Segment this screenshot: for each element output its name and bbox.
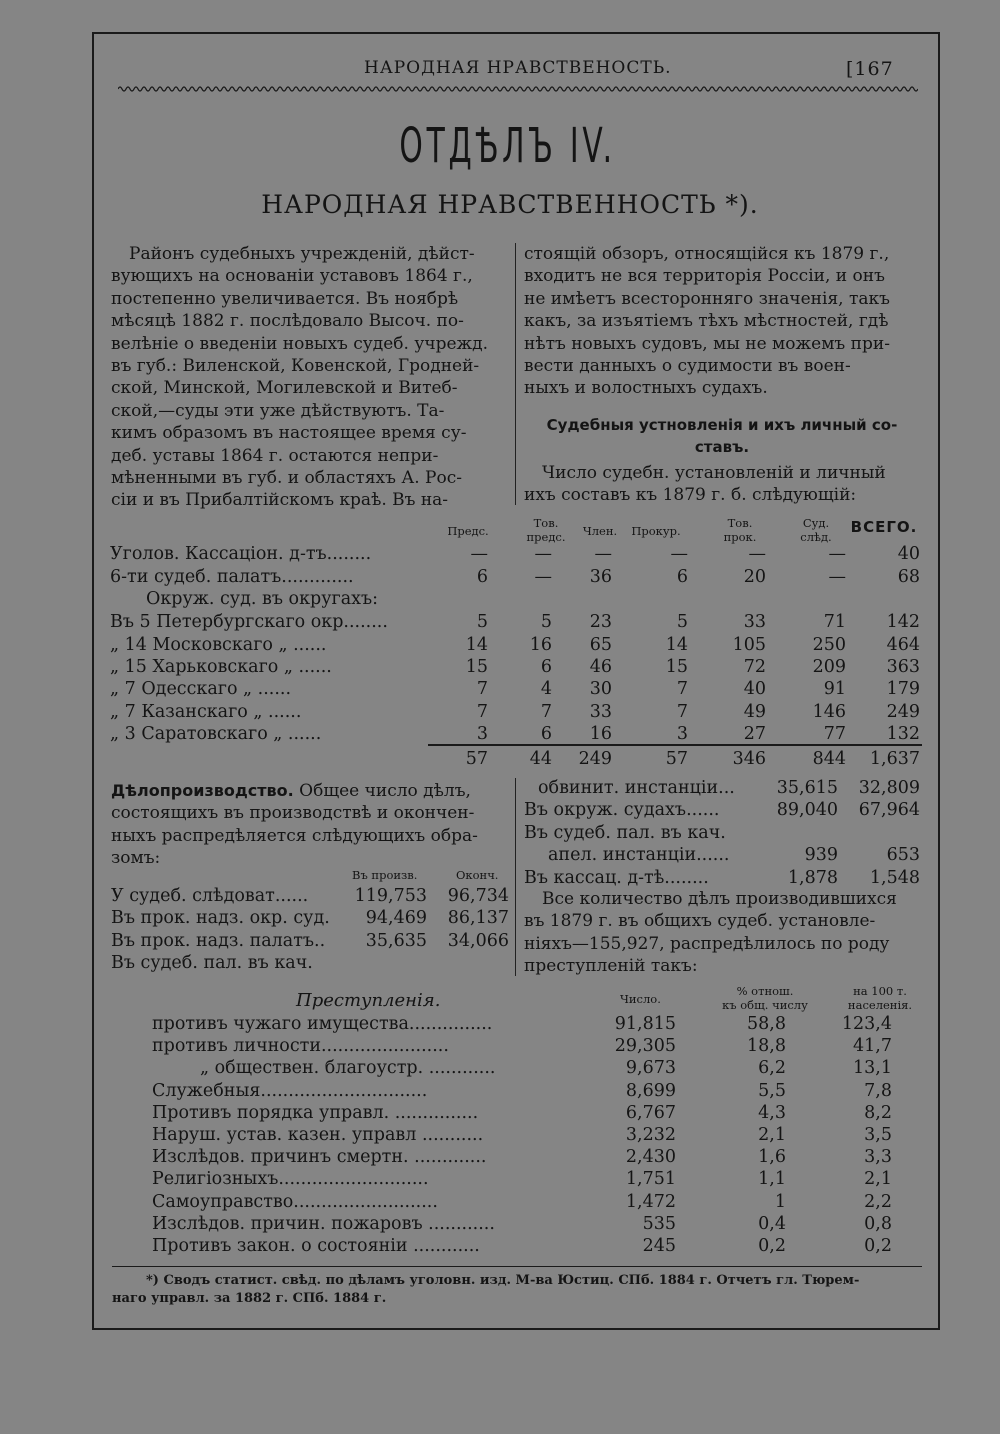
cell-value: 77 — [823, 724, 846, 744]
cell-value: 105 — [732, 635, 766, 655]
cell-value: — — [534, 544, 552, 564]
staff-table-row — [110, 544, 922, 566]
cell-value: 33 — [743, 612, 766, 632]
staff-table-row — [110, 589, 922, 611]
staff-table-row — [110, 702, 922, 724]
cases-row — [524, 800, 922, 822]
cell-value: 65 — [589, 635, 612, 655]
cell-value: — — [748, 544, 766, 564]
cell-value: 146 — [812, 702, 846, 722]
paragraph-line: велѣніе о введеніи новыхъ судеб. учрежд. — [111, 333, 489, 354]
staff-column-header: Тов. предс. — [526, 516, 566, 544]
total-value: 844 — [812, 749, 846, 769]
staff-column-header: Тов. прок. — [723, 516, 757, 544]
cases-label: Въ прок. надз. окр. суд. — [111, 908, 330, 929]
cases-pending: 35,635 — [365, 930, 427, 951]
cell-value: 72 — [743, 657, 766, 677]
cell-value: 209 — [812, 657, 846, 677]
cases-row — [111, 886, 509, 908]
footnote: *) Сводъ статист. свѣд. по дѣламъ уголовн. изд. М-ва Юстиц. СПб. 1884 г. Отчетъ гл. Тюрем- наго управл. за 1882 г. СПб. 1884 г. — [112, 1273, 860, 1306]
cases-row — [111, 931, 509, 953]
total-value: 346 — [732, 749, 766, 769]
cases-label: обвинит. инстанціи... — [538, 778, 735, 798]
cell-value: 46 — [589, 657, 612, 677]
paragraph-line: мѣненными въ губ. и областяхъ А. Рос- — [111, 468, 462, 489]
staff-column-header: Член. — [582, 524, 618, 538]
crime-label: „ обществен. благоустр. ............ — [200, 1058, 496, 1079]
crime-per100: 3,5 — [864, 1125, 892, 1145]
cell-value: 33 — [589, 702, 612, 722]
cell-value: 179 — [886, 679, 920, 699]
cell-value: 15 — [665, 657, 688, 677]
paragraph-line: Районъ судебныхъ учрежденій, дѣйст- — [129, 244, 475, 264]
cell-value: 6 — [540, 724, 552, 744]
cell-value: 71 — [823, 612, 846, 632]
paragraph-line: постепенно увеличивается. Въ ноябрѣ — [111, 288, 459, 309]
crime-percent: 0,2 — [758, 1236, 786, 1256]
paragraph-line: деб. уставы 1864 г. остаются непри- — [111, 445, 439, 466]
crime-percent: 1,1 — [758, 1169, 786, 1190]
crime-count: 91,815 — [614, 1014, 676, 1034]
crime-per100: 2,1 — [864, 1169, 892, 1190]
subsection-heading-cases: Дѣлопроизводство. — [111, 781, 294, 800]
subsection-heading-institutions: Судебныя устновленія и ихъ личный со- ставъ. — [546, 416, 898, 456]
row-label: „ 14 Московскаго „ ...... — [110, 635, 327, 655]
cell-value: 6 — [540, 657, 552, 677]
crime-percent: 0,4 — [758, 1213, 786, 1234]
crime-per100: 0,2 — [864, 1236, 892, 1256]
paragraph-line: вующихъ на основаніи уставовъ 1864 г., — [111, 266, 473, 287]
row-label: „ 3 Саратовскаго „ ...... — [110, 724, 322, 744]
row-label: „ 15 Харьковскаго „ ...... — [110, 657, 332, 677]
crime-count: 2,430 — [625, 1147, 676, 1168]
crime-per100: 0,8 — [864, 1213, 892, 1234]
column-rule-mid — [515, 778, 516, 976]
crime-row — [152, 1058, 922, 1080]
cell-value: — — [670, 544, 688, 564]
crime-label: противъ чужаго имущества............... — [152, 1014, 493, 1034]
crime-percent: 1 — [774, 1191, 786, 1212]
cell-value: 36 — [589, 567, 612, 587]
staff-column-header: ВСЕГО. — [850, 518, 918, 536]
crime-per100: 2,2 — [864, 1191, 892, 1212]
crime-row — [152, 1103, 922, 1125]
staff-column-header: Прокур. — [631, 524, 681, 538]
crime-per100: 3,3 — [864, 1147, 892, 1168]
cell-value: 6 — [476, 567, 488, 587]
cell-value: 27 — [743, 724, 766, 744]
cases-label: Въ прок. надз. палатъ.. — [111, 930, 326, 951]
row-label: 6-ти судеб. палатъ............. — [110, 567, 354, 587]
crime-percent: 4,3 — [758, 1102, 786, 1123]
section-title: ОТДѢЛЪ IV. — [399, 118, 616, 174]
cell-value: — — [828, 567, 846, 587]
crime-count: 6,767 — [625, 1102, 676, 1123]
paragraph-line: сіи и въ Прибалтійскомъ краѣ. Въ на- — [111, 490, 449, 511]
cell-value: 68 — [897, 567, 920, 587]
cell-value: 15 — [465, 657, 488, 677]
crime-row — [152, 1036, 922, 1058]
crime-label: Наруш. устав. казен. управл ........... — [152, 1125, 484, 1145]
crime-count: 3,232 — [625, 1125, 676, 1145]
crime-row — [152, 1125, 922, 1147]
paragraph-line: кимъ образомъ въ настоящее время су- — [111, 423, 467, 444]
cases-row — [524, 868, 922, 890]
totals-rule — [428, 744, 922, 746]
cell-value: 91 — [823, 679, 846, 699]
cases-label: Въ окруж. судахъ...... — [524, 800, 720, 821]
cell-value: 20 — [743, 567, 766, 587]
footnote-rule — [112, 1266, 922, 1267]
crime-row — [152, 1014, 922, 1036]
crime-label: Религіозныхъ........................... — [152, 1169, 429, 1190]
total-value: 44 — [529, 749, 552, 769]
paragraph-line: нѣтъ новыхъ судовъ, мы не можемъ при- — [524, 333, 890, 354]
paragraph-line: входитъ не вся территорія Россіи, и онъ — [524, 266, 885, 287]
cases-label: Въ судеб. пал. въ кач. — [111, 953, 313, 974]
paragraph-line: ской, Минской, Могилевской и Витеб- — [111, 378, 458, 399]
cases-label: У судеб. слѣдоват...... — [111, 886, 309, 906]
crime-label: Изслѣдов. причинъ смертн. ............. — [152, 1147, 487, 1168]
crime-label: Изслѣдов. причин. пожаровъ ............ — [152, 1213, 495, 1234]
crime-label: Служебныя.............................. — [152, 1080, 428, 1101]
row-label: Уголов. Кассаціон. д-тъ........ — [110, 544, 372, 564]
cell-value: 16 — [529, 635, 552, 655]
crime-count: 9,673 — [625, 1058, 676, 1079]
crime-percent: 58,8 — [747, 1014, 786, 1034]
left-intro-paragraph — [111, 243, 507, 512]
crime-percent: 18,8 — [747, 1036, 786, 1057]
page-number: [167 — [846, 58, 894, 80]
cell-value: 30 — [589, 679, 612, 699]
cell-value: 132 — [886, 724, 920, 744]
paragraph-line: въ губ.: Виленской, Ковенской, Гродней- — [111, 356, 480, 377]
paragraph-line: ской,—суды эти уже дѣйствуютъ. Та- — [111, 400, 445, 421]
cases-row — [524, 845, 922, 867]
crime-percent: 6,2 — [758, 1058, 786, 1079]
paragraph-line: вести данныхъ о судимости въ воен- — [524, 356, 851, 377]
cell-value: 49 — [743, 702, 766, 722]
cell-value: 464 — [886, 635, 920, 655]
staff-table-row — [110, 567, 922, 589]
cell-value: 5 — [540, 612, 552, 632]
subsection-text-institutions: Число судебн. установленій и личный ихъ составъ къ 1879 г. б. слѣдующій: — [524, 463, 886, 506]
cell-value: 5 — [476, 612, 488, 632]
cases-row — [111, 908, 509, 930]
cases-pending: 1,878 — [787, 867, 838, 888]
crime-percent: 5,5 — [758, 1080, 786, 1101]
cases-label: апел. инстанціи...... — [548, 845, 730, 866]
cell-value: 249 — [886, 702, 920, 722]
column-rule-top — [515, 243, 516, 505]
crime-per100: 8,2 — [864, 1102, 892, 1123]
paragraph-line: мѣсяцѣ 1882 г. послѣдовало Высоч. по- — [111, 311, 464, 332]
cases-pending: 94,469 — [365, 908, 427, 929]
cases-finished: 86,137 — [447, 908, 509, 929]
crime-count: 29,305 — [614, 1036, 676, 1057]
row-label: „ 7 Одесскаго „ ...... — [110, 679, 292, 699]
cases-intro: Дѣлопроизводство. Общее число дѣлъ, состоящихъ въ производствѣ и окончен- ныхъ распредѣляется слѣдующихъ обра- зомъ: — [111, 781, 478, 869]
crime-row — [152, 1169, 922, 1191]
cell-value: 142 — [886, 612, 920, 632]
cell-value: 7 — [476, 702, 488, 722]
staff-table-row — [110, 612, 922, 634]
cases-finished: 653 — [886, 845, 920, 866]
cell-value: 7 — [676, 702, 688, 722]
crime-count: 8,699 — [625, 1080, 676, 1101]
crime-row — [152, 1236, 922, 1258]
cell-value: 7 — [476, 679, 488, 699]
crime-label: противъ личности....................... — [152, 1036, 449, 1057]
crime-row — [152, 1214, 922, 1236]
crime-per100: 41,7 — [853, 1036, 892, 1057]
total-value: 1,637 — [869, 749, 920, 769]
paragraph-line: стоящій обзоръ, относящійся къ 1879 г., — [524, 244, 890, 264]
cases-row — [524, 778, 922, 800]
cell-value: 7 — [540, 702, 552, 722]
cases-header-finished: Оконч. — [456, 868, 499, 882]
cases-finished: 1,548 — [869, 867, 920, 888]
right-intro-paragraph — [524, 243, 920, 400]
crime-label: Противъ порядка управл. ............... — [152, 1102, 479, 1123]
crimes-header-per100: на 100 т. населенія. — [847, 984, 913, 1012]
paragraph-line: не имѣетъ всесторонняго значенія, такъ — [524, 288, 890, 309]
crimes-header-percent: % отнош. къ общ. числу — [722, 984, 808, 1012]
cell-value: 7 — [676, 679, 688, 699]
cell-value: 14 — [465, 635, 488, 655]
paragraph-line: ныхъ и волостныхъ судахъ. — [524, 378, 768, 399]
staff-table-row — [110, 657, 922, 679]
row-label: Окруж. суд. въ округахъ: — [146, 589, 379, 609]
cases-header-pending: Въ произв. — [352, 868, 418, 882]
paragraph-line: какъ, за изъятіемъ тѣхъ мѣстностей, гдѣ — [524, 311, 889, 332]
crime-row — [152, 1081, 922, 1103]
crime-row — [152, 1147, 922, 1169]
crime-percent: 1,6 — [758, 1147, 786, 1168]
cell-value: 40 — [897, 544, 920, 564]
cases-finished: 32,809 — [858, 778, 920, 798]
cases-pending: 35,615 — [776, 778, 838, 798]
cases-finished: 96,734 — [447, 886, 509, 906]
crime-row — [152, 1192, 922, 1214]
cell-value: 363 — [886, 657, 920, 677]
crime-count: 535 — [642, 1213, 676, 1234]
cases-label: Въ судеб. пал. въ кач. — [524, 822, 726, 843]
total-value: 57 — [665, 749, 688, 769]
cell-value: 40 — [743, 679, 766, 699]
crime-label: Самоуправство.......................... — [152, 1191, 438, 1212]
page-title: НАРОДНАЯ НРАВСТВЕННОСТЬ *). — [261, 190, 759, 219]
cell-value: 5 — [676, 612, 688, 632]
cases-label: Въ кассац. д-тѣ........ — [524, 867, 709, 888]
wavy-rule — [118, 84, 918, 94]
cases-finished: 67,964 — [858, 800, 920, 821]
crime-count: 1,472 — [625, 1191, 676, 1212]
cell-value: — — [534, 567, 552, 587]
running-header: НАРОДНАЯ НРАВСТВЕНОСТЬ. — [364, 58, 672, 78]
cases-pending: 939 — [804, 845, 838, 866]
cell-value: 4 — [540, 679, 552, 699]
crime-per100: 7,8 — [864, 1080, 892, 1101]
staff-table-row — [110, 724, 922, 746]
total-value: 249 — [578, 749, 612, 769]
staff-totals-row — [110, 749, 922, 771]
crime-label: Противъ закон. о состояніи ............ — [152, 1236, 480, 1256]
cell-value: 6 — [676, 567, 688, 587]
row-label: Въ 5 Петербургскаго окр........ — [110, 612, 388, 632]
crime-per100: 123,4 — [841, 1014, 892, 1034]
cases-row — [524, 823, 922, 845]
cell-value: 250 — [812, 635, 846, 655]
crime-count: 1,751 — [625, 1169, 676, 1190]
cases-row — [111, 953, 509, 975]
cell-value: 23 — [589, 612, 612, 632]
crimes-header-count: Число. — [620, 992, 661, 1006]
cell-value: — — [594, 544, 612, 564]
cell-value: — — [470, 544, 488, 564]
crime-count: 245 — [642, 1236, 676, 1256]
total-value: 57 — [465, 749, 488, 769]
cell-value: — — [828, 544, 846, 564]
cases-pending: 89,040 — [776, 800, 838, 821]
cases-finished: 34,066 — [447, 930, 509, 951]
cell-value: 3 — [676, 724, 688, 744]
row-label: „ 7 Казанскаго „ ...... — [110, 702, 302, 722]
crime-percent: 2,1 — [758, 1125, 786, 1145]
staff-table-row — [110, 635, 922, 657]
cell-value: 16 — [589, 724, 612, 744]
cases-pending: 119,753 — [354, 886, 427, 906]
staff-column-header: Суд. слѣд. — [800, 516, 832, 544]
staff-table-row — [110, 679, 922, 701]
total-cases-paragraph: Все количество дѣлъ производившихся въ 1879 г. въ общихъ судеб. установле- ніяхъ—155,927, распредѣлилось по роду преступленій такъ: — [524, 889, 897, 977]
cell-value: 14 — [665, 635, 688, 655]
cell-value: 3 — [476, 724, 488, 744]
crimes-header-label: Преступленія. — [296, 990, 441, 1011]
staff-column-header: Предс. — [447, 524, 489, 538]
crime-per100: 13,1 — [853, 1058, 892, 1079]
